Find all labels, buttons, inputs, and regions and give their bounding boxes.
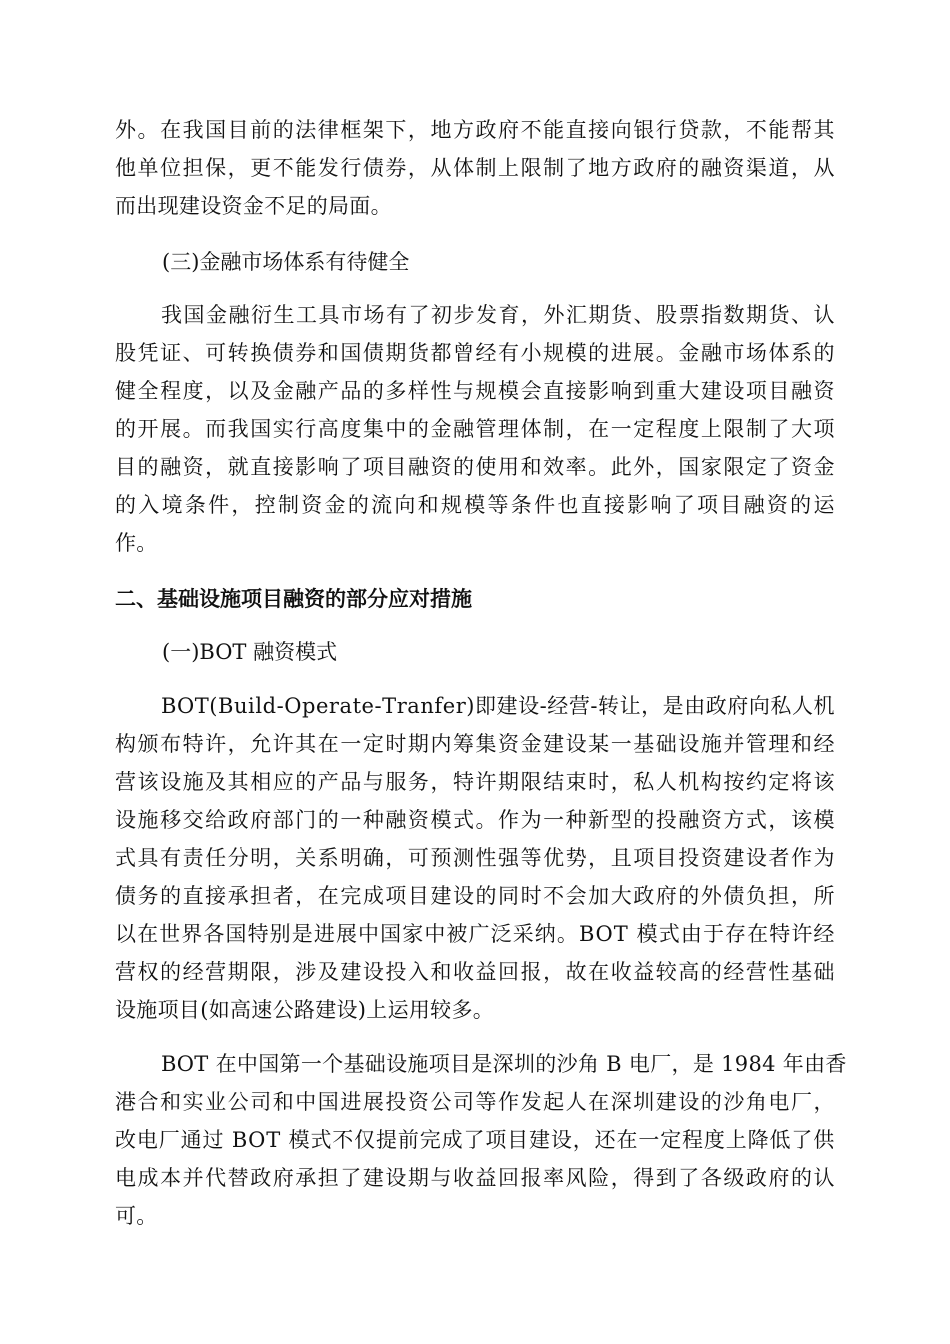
text-line: 的 开 展 。 而 我 国 实 行 高 度 集 中 的 金 融 管 理 体 制 ， 在 一 定 程 度 上 限 制 了 大 项: [115, 417, 835, 441]
subheading-financial-market: (三)金融市场体系有待健全: [162, 250, 410, 274]
text-line: 电 成 本 并 代 替 政 府 承 担 了 建 设 期 与 收 益 回 报 率 风 险 ， 得 到 了 各 级 政 府 的 认: [115, 1166, 835, 1190]
text-line: 的 入 境 条 件 ， 控 制 资 金 的 流 向 和 规 模 等 条 件 也 直 接 影 响 了 项 目 融 资 的 运: [115, 493, 835, 517]
text-line: 债 务 的 直 接 承 担 者 ， 在 完 成 项 目 建 设 的 同 时 不 会 加 大 政 府 的 外 债 负 担 ， 所: [115, 884, 835, 908]
paragraph-financial-market: [115, 296, 835, 524]
text-line: 设施项目(如高速公路建设)上运用较多。: [115, 998, 495, 1022]
section-heading-measures: 二、基础设施项目融资的部分应对措施: [115, 587, 472, 611]
text-line: 他 单 位 担 保 ， 更 不 能 发 行 债 券 ， 从 体 制 上 限 制 了 地 方 政 府 的 融 资 渠 道 ， 从: [115, 156, 835, 180]
paragraph-bot-definition: [115, 687, 835, 991]
text-line: 作。: [115, 531, 158, 555]
text-line: 改 电 厂 通 过 B O T 模 式 不 仅 提 前 完 成 了 项 目 建 设 ， 还 在 一 定 程 度 上 降 低 了 供: [115, 1128, 835, 1152]
text-line: 外 。 在 我 国 目 前 的 法 律 框 架 下 ， 地 方 政 府 不 能 直 接 向 银 行 贷 款 ， 不 能 帮 其: [115, 118, 835, 142]
text-line: B O T 在 中 国 第 一 个 基 础 设 施 项 目 是 深 圳 的 沙 角 B 电 厂 ， 是 1 9 8 4 年 由 香: [161, 1052, 847, 1076]
paragraph-bot-example-end: [115, 1197, 835, 1235]
subheading-bot-model: (一)BOT 融资模式: [162, 640, 338, 664]
text-line: 设 施 移 交 给 政 府 部 门 的 一 种 融 资 模 式 。 作 为 一 种 新 型 的 投 融 资 方 式 ， 该 模: [115, 808, 835, 832]
paragraph-bot-definition-end: [115, 991, 835, 1029]
text-line: B O T ( B u i l d - O p e r a t e - T r a n f e r ) 即 建 设 - 经 营 - 转 让 ， 是 由 政 府 向 私 人 机: [161, 694, 835, 718]
text-line: 股 凭 证 、 可 转 换 债 券 和 国 债 期 货 都 曾 经 有 小 规 模 的 进 展 。 金 融 市 场 体 系 的: [115, 341, 835, 365]
text-line: 目 的 融 资 ， 就 直 接 影 响 了 项 目 融 资 的 使 用 和 效 率 。 此 外 ， 国 家 限 定 了 资 金: [115, 455, 835, 479]
text-line: 式 具 有 责 任 分 明 ， 关 系 明 确 ， 可 预 测 性 强 等 优 势 ， 且 项 目 投 资 建 设 者 作 为: [115, 846, 835, 870]
text-line: 而出现建设资金不足的局面。: [115, 194, 392, 218]
text-line: 营 该 设 施 及 其 相 应 的 产 品 与 服 务 ， 特 许 期 限 结 束 时 ， 私 人 机 构 按 约 定 将 该: [115, 770, 835, 794]
text-line: 构 颁 布 特 许 ， 允 许 其 在 一 定 时 期 内 筹 集 资 金 建 设 某 一 基 础 设 施 并 管 理 和 经: [115, 732, 835, 756]
text-line: 我 国 金 融 衍 生 工 具 市 场 有 了 初 步 发 育 ， 外 汇 期 货 、 股 票 指 数 期 货 、 认: [161, 303, 835, 327]
paragraph-bot-example: [115, 1045, 847, 1197]
paragraph-continuation: [115, 111, 835, 187]
text-line: 可。: [115, 1204, 158, 1228]
paragraph-financial-market-end: [115, 524, 835, 562]
text-line: 营 权 的 经 营 期 限 ， 涉 及 建 设 投 入 和 收 益 回 报 ， 故 在 收 益 较 高 的 经 营 性 基 础: [115, 960, 835, 984]
paragraph-continuation-end: [115, 187, 835, 225]
text-line: 港 合 和 实 业 公 司 和 中 国 进 展 投 资 公 司 等 作 发 起 人 在 深 圳 建 设 的 沙 角 电 厂 ，: [115, 1090, 835, 1114]
text-line: 健 全 程 度 ， 以 及 金 融 产 品 的 多 样 性 与 规 模 会 直 接 影 响 到 重 大 建 设 项 目 融 资: [115, 379, 835, 403]
text-line: 以 在 世 界 各 国 特 别 是 进 展 中 国 家 中 被 广 泛 采 纳 。 B O T 模 式 由 于 存 在 特 许 经: [115, 922, 835, 946]
